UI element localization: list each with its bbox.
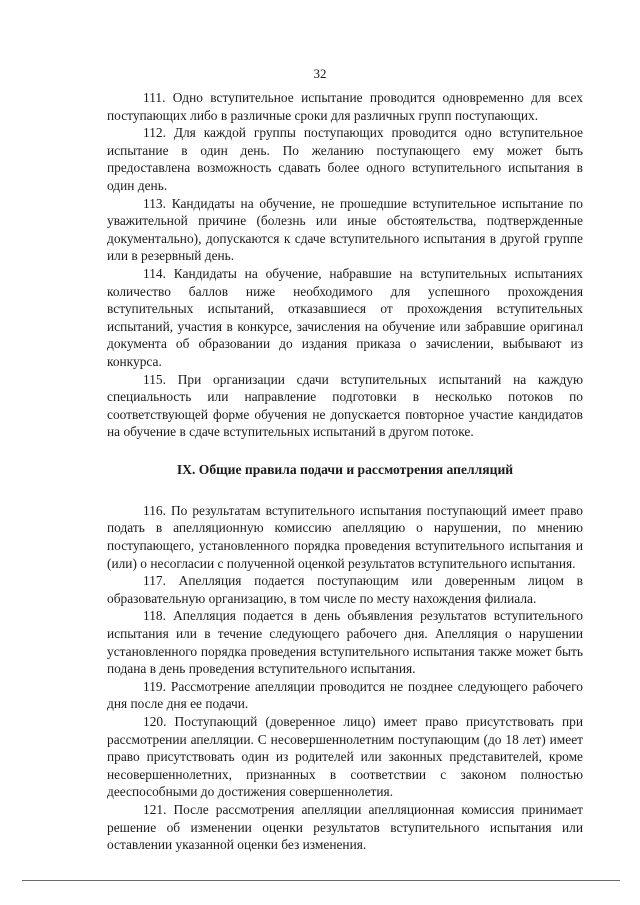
paragraph-112: 112. Для каждой группы поступающих проводится одно вступительное испытание в один день. По желанию поступающего ему может быть предоставлена возможность сдавать более одного вступительного испытания в один день.: [107, 125, 583, 193]
paragraph-118: 118. Апелляция подается в день объявления результатов вступительного испытания или в течение следующего рабочего дня. Апелляция о нарушении установленного порядка проведения вступительного испытания также может быть подана в день проведения вступительного испытания.: [107, 608, 583, 677]
section-heading: IX. Общие правила подачи и рассмотрения апелляций: [176, 461, 514, 477]
page-number: 32: [313, 66, 327, 81]
paragraph-120: 120. Поступающий (доверенное лицо) имеет право присутствовать при рассмотрении апелляции. С несовершеннолетним поступающим (до 18 лет) имеет право присутствовать один из родителей или законных представителей, кроме несовершеннолетних, признанных в соответствии с законом полностью дееспособными до достижения совершеннолетия.: [107, 714, 583, 800]
footer-divider: [22, 880, 620, 881]
paragraph-111: 111. Одно вступительное испытание проводится одновременно для всех поступающих либо в различные сроки для различных групп поступающих.: [107, 90, 583, 123]
paragraph-119: 119. Рассмотрение апелляции проводится не позднее следующего рабочего дня после дня ее подачи.: [107, 678, 583, 712]
paragraph-114: 114. Кандидаты на обучение, набравшие на вступительных испытаниях количество баллов ниже необходимого для успешного прохождения вступительных испытаний, отказавшиеся от прохождения вступительных испытаний, участия в конкурсе, зачисления на обучение или забравшие оригинал документа об образовании до издания приказа о зачислении, выбывают из конкурса.: [107, 265, 583, 369]
paragraph-117: 117. Апелляция подается поступающим или доверенным лицом в образовательную организацию, в том числе по месту нахождения филиала.: [107, 573, 583, 606]
paragraph-115: 115. При организации сдачи вступительных испытаний на каждую специальность или направление подготовки в несколько потоков по соответствующей форме обучения не допускается повторное участие кандидатов на обучение в сдаче вступительных испытаний в другом потоке.: [107, 371, 583, 440]
document-body: [107, 89, 583, 854]
paragraph-113: 113. Кандидаты на обучение, не прошедшие вступительное испытание по уважительной причине (болезнь или иные обстоятельства, подтвержденные документально), допускаются к сдаче вступительного испытания в другой группе или в резервный день.: [107, 195, 583, 264]
paragraph-116: 116. По результатам вступительного испытания поступающий имеет право подать в апелляционную комиссию апелляцию о нарушении, по мнению поступающего, установленного порядка проведения вступительного испытания и (или) о несогласии с полученной оценкой результатов вступительного испытания.: [107, 502, 583, 571]
paragraph-121: 121. После рассмотрения апелляции апелляционная комиссия принимает решение об изменении оценки результатов вступительного испытания или оставлении указанной оценки без изменения.: [107, 801, 583, 853]
